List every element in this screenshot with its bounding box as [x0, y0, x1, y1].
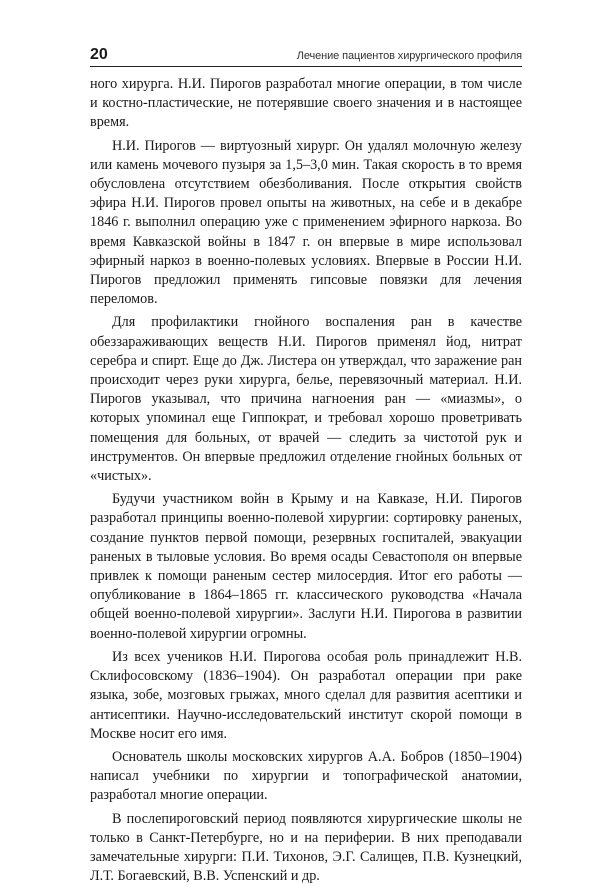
- paragraph: ного хирурга. Н.И. Пирогов разработал многие операции, в том числе и костно-пластические, не потерявшие своего значения и в настоящее время.: [90, 76, 522, 131]
- page-number: 20: [90, 46, 108, 63]
- paragraph: Основатель школы московских хирургов А.А. Бобров (1850–1904) написал учебники по хирургии и топографической анатомии, разработал многие операции.: [90, 748, 522, 804]
- paragraph: Н.И. Пирогов — виртуозный хирург. Он удалял молочную железу или камень мочевого пузыря за 1,5–3,0 мин. Такая скорость в то время обусловлена отсутствием обезболивания. После открытия свойств эфира Н.И. Пирогов провел опыты на животных, на себе и в декабре 1846 г. выполнил операцию уже с применением эфирного наркоза. Во время Кавказской войны в 1847 г. он впервые в мире использовал эфирный наркоз в военно-полевых условиях. Впервые в России Н.И. Пирогов предложил применять гипсовые повязки для лечения переломов.: [90, 137, 522, 308]
- paragraph: Из всех учеников Н.И. Пирогова особая роль принадлежит Н.В. Склифосовскому (1836–1904). Он разработал операции при раке языка, зобе, мозговых грыжах, много сделал для развития асептики и антисептики. Научно-исследовательский институт скорой помощи в Москве носит его имя.: [90, 648, 522, 742]
- paragraph: Для профилактики гнойного воспаления ран в качестве обеззараживающих веществ Н.И. Пирогов применял йод, нитрат серебра и спирт. Еще до Дж. Листера он утверждал, что заражение ран происходит через руки хирурга, белье, перевязочный материал. Н.И. Пирогов указывал, что причина нагноения ран — «миазмы», о которых упоминал еще Гиппократ, и требовал хорошо проветривать помещения для больных, от врачей — следить за чистотой рук и инструментов. Он впервые предложил отделение гнойных больных от «чистых».: [90, 314, 522, 485]
- body-text: [90, 75, 522, 890]
- running-header: [90, 44, 522, 67]
- paragraph: Будучи участником войн в Крыму и на Кавказе, Н.И. Пирогов разработал принципы военно-полевой хирургии: сортировку раненых, создание пунктов первой помощи, резервных госпиталей, эвакуации раненых в тыловые условия. Во время осады Севастополя он впервые привлек к помощи раненым сестер милосердия. Итог его работы — опубликование в 1864–1865 гг. классического руководства «Начала общей военно-полевой хирургии». Заслуги Н.И. Пирогова в развитии военно-полевой хирургии огромны.: [90, 491, 522, 642]
- section-title: Лечение пациентов хирургического профиля: [296, 50, 522, 62]
- paragraph: В послепироговский период появляются хирургические школы не только в Санкт-Петербурге, но и на периферии. В них преподавали замечательные хирурги: П.И. Тихонов, Э.Г. Салищев, П.В. Кузнецкий, Л.Т. Богаевский, В.В. Успенский и др.: [90, 810, 522, 885]
